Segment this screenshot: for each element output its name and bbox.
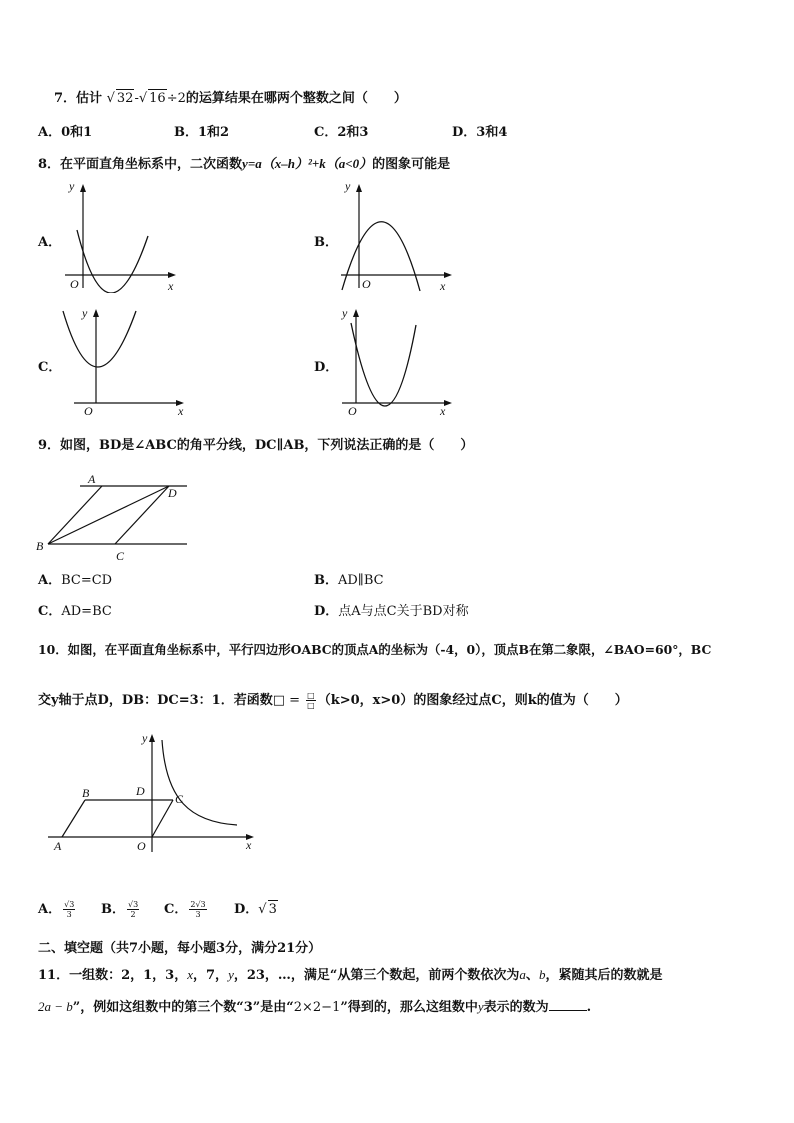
q11-text-f: 表示的数为 [483, 1000, 549, 1015]
q7-option-d[interactable] [452, 124, 507, 142]
parabola-curve [342, 222, 420, 291]
q9-stem: 9．如图，BD是∠ABC的角平分线，DC∥AB，下列说法正确的是（ ） [38, 438, 474, 453]
option-text: 1和2 [198, 125, 230, 140]
answer-blank[interactable] [549, 998, 587, 1011]
q10-option-c[interactable] [164, 900, 209, 919]
q8-graph-b [336, 178, 461, 297]
x-label: x [440, 279, 446, 293]
option-text: AD=BC [61, 604, 112, 619]
point-a-label: A [54, 839, 62, 853]
segment-cd [115, 486, 169, 544]
y-arrow-icon [93, 309, 99, 317]
y-label: y [345, 179, 351, 193]
point-c-label: C [116, 549, 125, 563]
q9-figure [34, 468, 194, 572]
y-label: y [342, 306, 348, 320]
var-y: y [228, 967, 234, 982]
origin-label: O [84, 404, 93, 418]
option-fraction [63, 900, 75, 919]
q11-stem-line1 [38, 966, 662, 985]
q10-missing-glyph: □ = [272, 693, 305, 708]
option-text: 3和4 [476, 125, 508, 140]
y-label: y [142, 731, 148, 745]
fraction-denominator: 2 [130, 910, 136, 919]
option-key: B． [314, 573, 338, 588]
option-text: 2和3 [337, 125, 369, 140]
x-label: x [178, 404, 184, 418]
option-fraction [127, 900, 139, 919]
q11-text-e: ”得到的，那么这组数中 [340, 1000, 478, 1015]
q9-option-d[interactable] [314, 603, 469, 621]
q10-stem-line1: 10．如图，在平面直角坐标系中，平行四边形OABC的顶点A的坐标为（-4，0），顶点B在第二象限，∠BAO=60°，BC [38, 642, 712, 657]
option-key: D． [314, 604, 339, 619]
fraction-numerator: □ [307, 691, 315, 700]
hyperbola-curve [162, 740, 237, 825]
q11-end: . [586, 1000, 592, 1015]
parabola-curve [63, 311, 136, 367]
x-label: x [246, 838, 252, 852]
fraction-denominator: 3 [66, 910, 72, 919]
q10-figure [40, 730, 265, 859]
q7-suffix: 的运算结果在哪两个整数之间（ ） [185, 91, 407, 106]
option-sqrt: √ 3 [258, 902, 277, 917]
y-arrow-icon [353, 309, 359, 317]
q8-text-b: 的图象可能是 [372, 157, 451, 172]
q8-stem [38, 155, 450, 174]
q8-graph-d [336, 303, 461, 422]
var-y: y [477, 999, 484, 1014]
q8-label-d[interactable]: D． [314, 360, 339, 375]
q8-graph-a [60, 178, 185, 297]
q7-option-a[interactable] [38, 124, 92, 142]
q10-text-b: （k>0，x>0）的图象经过点C，则k的值为（ ） [317, 693, 628, 708]
q8-graph-c [60, 303, 190, 422]
q8-label-a[interactable]: A． [38, 235, 62, 250]
q7-number: 7． [54, 91, 77, 106]
segment-ab [62, 800, 85, 837]
y-arrow-icon [149, 734, 155, 742]
option-fraction [189, 900, 206, 919]
origin-label: O [137, 839, 146, 853]
x-label: x [440, 404, 446, 418]
q10-text-a: 交y轴于点D，DB：DC=3：1．若函数 [38, 693, 273, 708]
x-arrow-icon [168, 272, 176, 278]
q10-option-d[interactable] [234, 900, 278, 919]
q7-option-c[interactable] [314, 124, 368, 142]
segment-bd [48, 486, 169, 544]
option-key: D． [452, 125, 477, 140]
x-label: x [168, 279, 174, 293]
point-a-label: A [88, 472, 96, 486]
q8-label-b[interactable]: B． [314, 235, 338, 250]
y-arrow-icon [356, 184, 362, 192]
var-x: x [187, 967, 194, 982]
q11-text-b: ，23，…，满足“从第三个数起，前两个数依次为 [233, 968, 520, 983]
option-key: A． [38, 902, 62, 917]
q11-text-d: ”，例如这组数中的第三个数“3”是由“ [72, 1000, 294, 1015]
option-key: D． [234, 902, 259, 917]
option-text: 点A与点C关于BD对称 [338, 604, 469, 619]
q11-sep: ，7， [193, 968, 229, 983]
q11-sep: 、 [525, 968, 539, 983]
option-key: B． [101, 902, 125, 917]
expr-example: 2×2−1 [293, 1000, 341, 1015]
q9-option-b[interactable] [314, 572, 384, 590]
option-key: C． [164, 902, 188, 917]
point-c-label: C [175, 792, 184, 806]
q11-text-c: ，紧随其后的数就是 [545, 968, 663, 983]
q8-function: y=a（x–h）²+k（a<0） [242, 156, 373, 171]
q10-option-b[interactable] [101, 900, 141, 919]
expr-2a-minus-b: 2a − b [38, 999, 73, 1014]
option-text: AD∥BC [338, 573, 384, 588]
y-label: y [69, 179, 75, 193]
q9-option-c[interactable] [38, 603, 112, 621]
q10-fraction [306, 691, 316, 710]
section-title: 二、填空题（共7小题，每小题3分，满分21分） [38, 941, 322, 956]
q8-text-a: 8．在平面直角坐标系中，二次函数 [38, 157, 243, 172]
var-b: b [538, 967, 546, 982]
q7-minus: - [134, 91, 139, 106]
option-text: 0和1 [61, 125, 93, 140]
parabola-curve [77, 230, 148, 293]
option-key: A． [38, 573, 62, 588]
fraction-numerator: √3 [64, 900, 75, 909]
fraction-denominator: 3 [195, 910, 201, 919]
x-arrow-icon [444, 272, 452, 278]
point-d-label: D [136, 784, 145, 798]
q7-prefix: 估计 [76, 91, 103, 106]
q7-div: ÷2 [166, 91, 186, 106]
point-d-label: D [168, 486, 177, 500]
fraction-numerator: 2√3 [190, 900, 206, 909]
origin-label: O [348, 404, 357, 418]
q7-option-b[interactable] [174, 124, 229, 142]
sqrt-16: √ 16 [138, 91, 166, 106]
sqrt-32: √ 32 [106, 91, 134, 106]
origin-label: O [362, 277, 371, 291]
parabola-curve [351, 323, 416, 406]
option-key: C． [314, 125, 338, 140]
q11-stem-line2 [38, 998, 591, 1017]
q10-option-a[interactable] [38, 900, 77, 919]
q7-stem [54, 89, 407, 108]
point-b-label: B [36, 539, 44, 553]
option-key: C． [38, 604, 62, 619]
q10-stem-line2 [38, 691, 628, 710]
fraction-numerator: √3 [128, 900, 139, 909]
q9-option-a[interactable] [38, 572, 112, 590]
y-arrow-icon [80, 184, 86, 192]
segment-ab [48, 486, 102, 544]
option-text: BC=CD [61, 573, 113, 588]
origin-label: O [70, 277, 79, 291]
fraction-denominator: □ [307, 701, 315, 710]
q8-label-c[interactable]: C． [38, 360, 62, 375]
option-key: A． [38, 125, 62, 140]
segment-oc [152, 800, 173, 837]
option-key: B． [174, 125, 198, 140]
y-label: y [82, 306, 88, 320]
q11-text-a: 11．一组数：2，1，3， [38, 968, 188, 983]
var-a: a [519, 967, 526, 982]
point-b-label: B [82, 786, 90, 800]
